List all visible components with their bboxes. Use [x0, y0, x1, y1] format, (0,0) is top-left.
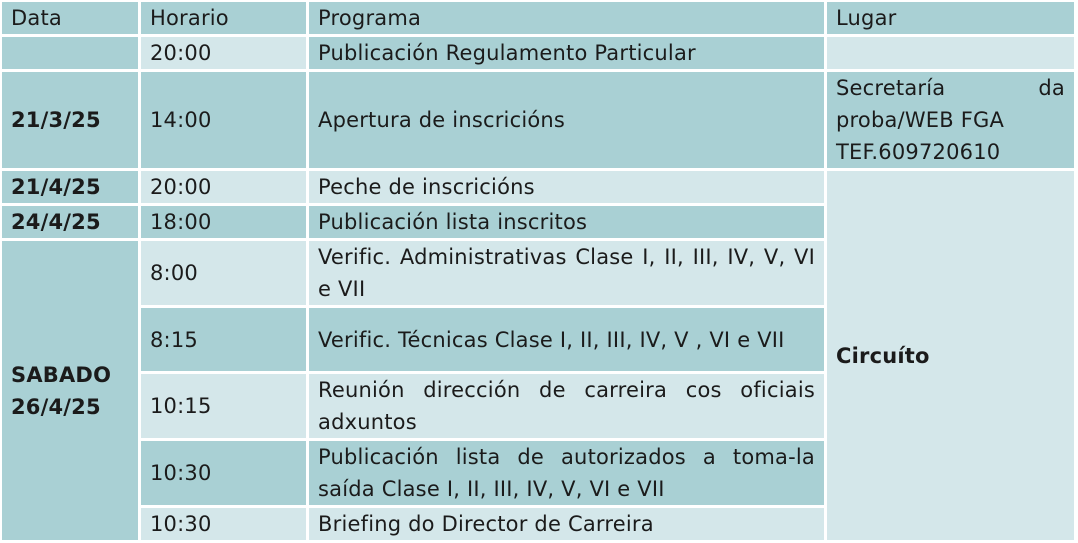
program-cell: Peche de inscricións	[309, 171, 824, 203]
time-cell: 14:00	[141, 72, 306, 168]
date-cell: SABADO 26/4/25	[2, 241, 138, 540]
date-cell-empty	[2, 37, 138, 69]
place-line: proba/WEB FGA	[836, 108, 1005, 132]
time-cell: 18:00	[141, 206, 306, 238]
place-cell-secretaria	[827, 72, 1074, 168]
date-cell: 21/4/25	[2, 171, 138, 203]
program-cell: Reunión dirección de carreira cos oficiais adxuntos	[309, 374, 824, 438]
time-cell: 8:00	[141, 241, 306, 305]
time-cell: 8:15	[141, 308, 306, 371]
header-time: Horario	[141, 2, 306, 34]
program-cell: Verific. Administrativas Clase I, II, III, IV, V, VI e VII	[309, 241, 824, 305]
place-cell-circuito: Circuíto	[827, 171, 1074, 540]
table-row	[2, 37, 1074, 69]
place-line: Secretaría da	[836, 76, 1065, 100]
time-cell: 20:00	[141, 37, 306, 69]
program-cell: Publicación lista de autorizados a toma-la saída Clase I, II, III, IV, V, VI e VII	[309, 441, 824, 505]
header-date: Data	[2, 2, 138, 34]
table-header-row	[2, 2, 1074, 34]
date-cell: 21/3/25	[2, 72, 138, 168]
program-cell: Publicación lista inscritos	[309, 206, 824, 238]
time-cell: 20:00	[141, 171, 306, 203]
place-line: TEF.609720610	[836, 140, 1001, 164]
header-place: Lugar	[827, 2, 1074, 34]
place-cell-empty	[827, 37, 1074, 69]
time-cell: 10:30	[141, 508, 306, 540]
table-row	[2, 72, 1074, 168]
time-cell: 10:30	[141, 441, 306, 505]
time-cell: 10:15	[141, 374, 306, 438]
header-program: Programa	[309, 2, 824, 34]
table-row	[2, 171, 1074, 203]
program-cell: Publicación Regulamento Particular	[309, 37, 824, 69]
date-cell: 24/4/25	[2, 206, 138, 238]
program-cell: Briefing do Director de Carreira	[309, 508, 824, 540]
program-cell: Apertura de inscricións	[309, 72, 824, 168]
program-cell: Verific. Técnicas Clase I, II, III, IV, V , VI e VII	[309, 308, 824, 371]
